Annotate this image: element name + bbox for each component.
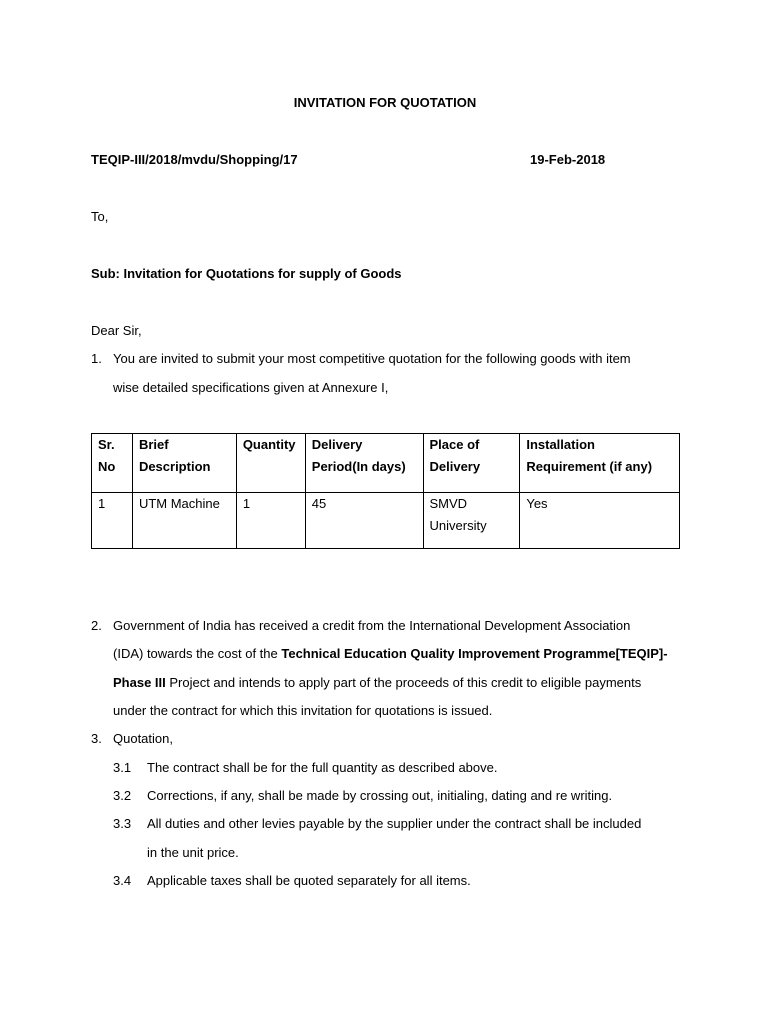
clause-number: 3.1 — [113, 760, 132, 775]
header-quantity: Quantity — [236, 434, 305, 493]
document-date: 19-Feb-2018 — [530, 152, 606, 167]
document-title: INVITATION FOR QUOTATION — [293, 95, 477, 110]
clause-text: Applicable taxes shall be quoted separately for all items. — [147, 873, 471, 888]
header-delivery-period: Delivery Period(In days) — [305, 434, 423, 493]
table-row — [92, 493, 680, 549]
para2-line4: under the contract for which this invitation for quotations is issued. — [113, 703, 493, 718]
clause-text-continued: in the unit price. — [147, 845, 239, 860]
salutation: Dear Sir, — [91, 323, 142, 338]
clause-text: Corrections, if any, shall be made by crossing out, initialing, dating and re writing. — [147, 788, 613, 803]
cell-brief-description: UTM Machine — [132, 493, 236, 549]
to-line: To, — [91, 209, 109, 224]
table-header-row — [92, 434, 680, 493]
para1-line2: wise detailed specifications given at Annexure I, — [113, 380, 389, 395]
clause-text: All duties and other levies payable by the supplier under the contract shall be included — [147, 816, 642, 831]
clause-text: The contract shall be for the full quantity as described above. — [147, 760, 498, 775]
para3-number: 3. — [91, 731, 102, 746]
header-place-of-delivery: Place of Delivery — [423, 434, 520, 493]
para2-line2: (IDA) towards the cost of the Technical Education Quality Improvement Programme[TEQIP]- — [113, 646, 668, 661]
clause-number: 3.4 — [113, 873, 132, 888]
clause-number: 3.2 — [113, 788, 132, 803]
clause-number: 3.3 — [113, 816, 132, 831]
cell-installation-requirement: Yes — [520, 493, 680, 549]
para2-number: 2. — [91, 618, 102, 633]
goods-table — [91, 433, 680, 549]
header-brief-description: Brief Description — [132, 434, 236, 493]
cell-sr-no: 1 — [92, 493, 133, 549]
reference-number: TEQIP-III/2018/mvdu/Shopping/17 — [91, 152, 298, 167]
para2-line1: Government of India has received a credit from the International Development Association — [113, 618, 631, 633]
para1-number: 1. — [91, 351, 102, 366]
header-sr-no: Sr. No — [92, 434, 133, 493]
header-installation-requirement: Installation Requirement (if any) — [520, 434, 680, 493]
cell-quantity: 1 — [236, 493, 305, 549]
para3-heading: Quotation, — [113, 731, 173, 746]
cell-delivery-period: 45 — [305, 493, 423, 549]
para2-line3: Phase III Project and intends to apply part of the proceeds of this credit to eligible payments — [113, 675, 642, 690]
subject-line: Sub: Invitation for Quotations for supply of Goods — [91, 266, 402, 281]
cell-place-of-delivery: SMVD University — [423, 493, 520, 549]
para1-line1: You are invited to submit your most competitive quotation for the following goods with item — [113, 351, 631, 366]
